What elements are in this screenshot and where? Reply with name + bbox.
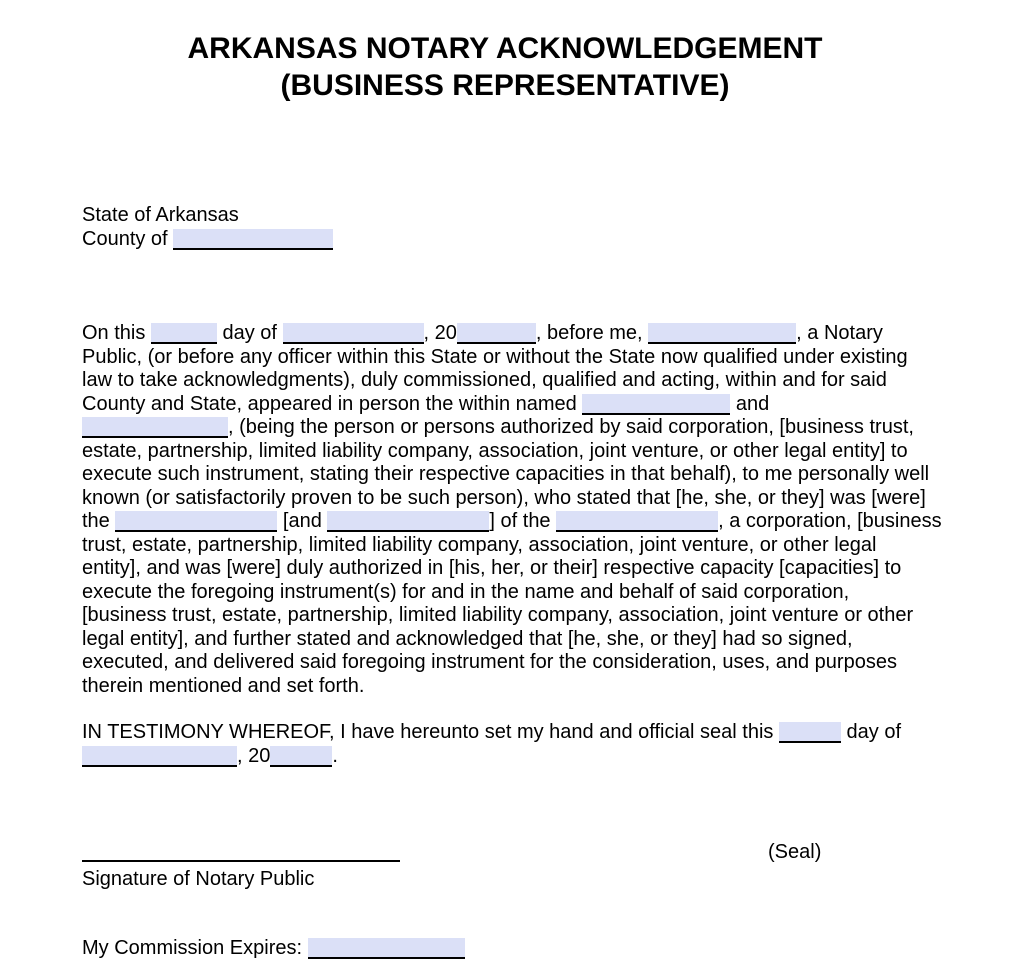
text-line bbox=[82, 604, 928, 628]
text-segment: County and State, appeared in person the within named bbox=[82, 392, 583, 415]
text-line bbox=[82, 463, 928, 487]
text-line bbox=[82, 745, 928, 769]
blank-field[interactable] bbox=[327, 511, 489, 532]
testimony-paragraph bbox=[82, 721, 928, 768]
text-line bbox=[82, 393, 928, 417]
blank-field[interactable] bbox=[582, 394, 730, 415]
blank-field[interactable] bbox=[556, 511, 718, 532]
text-line bbox=[82, 534, 928, 558]
state-line: State of Arkansas bbox=[82, 204, 239, 226]
blank-field[interactable] bbox=[82, 746, 237, 767]
text-segment: Public, (or before any officer within this State or without the State now qualified under existing bbox=[82, 345, 908, 368]
text-line bbox=[82, 369, 928, 393]
text-segment: day of bbox=[840, 721, 902, 743]
text-segment: [and bbox=[277, 510, 328, 532]
text-line bbox=[82, 721, 928, 745]
text-segment: the bbox=[82, 510, 116, 532]
blank-field[interactable] bbox=[82, 417, 228, 438]
text-line bbox=[82, 416, 928, 440]
seal-label: (Seal) bbox=[768, 841, 822, 863]
text-segment: executed, and delivered said foregoing instrument for the consideration, uses, and purposes bbox=[82, 651, 897, 673]
blank-field[interactable] bbox=[457, 323, 536, 344]
blank-field[interactable] bbox=[151, 323, 217, 344]
text-segment: IN TESTIMONY WHEREOF, I have hereunto set my hand and official seal this bbox=[82, 721, 779, 743]
blank-field[interactable] bbox=[779, 722, 841, 743]
text-line bbox=[82, 487, 928, 511]
text-segment: , a Notary bbox=[796, 322, 883, 344]
blank-field[interactable] bbox=[173, 229, 333, 250]
jurisdiction-block bbox=[82, 204, 928, 251]
signature-row bbox=[82, 841, 928, 865]
text-segment: therein mentioned and set forth. bbox=[82, 674, 365, 697]
text-segment: law to take acknowledgments), duly commissioned, qualified and acting, within and for said bbox=[82, 369, 887, 391]
text-segment: , 20 bbox=[423, 322, 457, 344]
text-segment: . bbox=[332, 744, 338, 767]
text-segment: legal entity], and further stated and acknowledged that [he, she, or they] had so signed, bbox=[82, 627, 853, 650]
document-title-line-2: (BUSINESS REPRESENTATIVE) bbox=[280, 69, 730, 102]
blank-field[interactable] bbox=[283, 323, 424, 344]
document-title-line-1: ARKANSAS NOTARY ACKNOWLEDGEMENT bbox=[187, 32, 823, 65]
text-segment: execute the foregoing instrument(s) for and in the name and behalf of said corporation, bbox=[82, 580, 850, 603]
text-line bbox=[82, 937, 928, 961]
text-line bbox=[82, 557, 928, 581]
text-segment: execute such instrument, stating their respective capacities in that behalf), to me personally well bbox=[82, 463, 930, 485]
text-segment: trust, estate, partnership, limited liability company, association, joint venture, or other legal bbox=[82, 533, 877, 556]
document-title bbox=[82, 0, 928, 104]
text-line bbox=[82, 675, 928, 699]
commission-expires-line bbox=[82, 937, 928, 961]
text-segment: and bbox=[730, 392, 770, 415]
text-segment: ] of the bbox=[489, 510, 557, 532]
acknowledgment-paragraph bbox=[82, 322, 942, 698]
blank-field[interactable] bbox=[308, 938, 465, 959]
notary-signature-line bbox=[82, 860, 400, 862]
text-segment: , a corporation, [business bbox=[718, 510, 942, 532]
county-line bbox=[82, 228, 928, 252]
blank-field[interactable] bbox=[648, 323, 796, 344]
text-segment: , 20 bbox=[237, 744, 271, 767]
text-segment: known (or satisfactorily proven to be such person), who stated that [he, she, or they] was [were] bbox=[82, 486, 926, 509]
signature-caption: Signature of Notary Public bbox=[82, 868, 315, 890]
text-line bbox=[82, 628, 928, 652]
text-line bbox=[82, 440, 928, 464]
text-segment: My Commission Expires: bbox=[82, 936, 308, 959]
text-line bbox=[82, 322, 928, 346]
text-segment: estate, partnership, limited liability company, association, joint venture, or other legal entity] to bbox=[82, 439, 908, 462]
text-segment: [business trust, estate, partnership, limited liability company, association, joint venture or other bbox=[82, 604, 914, 626]
text-line bbox=[82, 346, 928, 370]
text-line bbox=[82, 228, 928, 252]
text-line bbox=[82, 510, 942, 534]
text-segment: day of bbox=[216, 322, 283, 344]
text-line bbox=[82, 651, 928, 675]
blank-field[interactable] bbox=[115, 511, 277, 532]
blank-field[interactable] bbox=[270, 746, 332, 767]
text-line bbox=[82, 581, 928, 605]
text-segment: County of bbox=[82, 227, 174, 250]
text-segment: , (being the person or persons authorized by said corporation, [business trust, bbox=[228, 416, 914, 438]
text-segment: On this bbox=[82, 322, 151, 344]
text-segment: , before me, bbox=[535, 322, 649, 344]
text-segment: entity], and was [were] duly authorized in [his, her, or their] respective capacity [capacities] to bbox=[82, 557, 902, 579]
